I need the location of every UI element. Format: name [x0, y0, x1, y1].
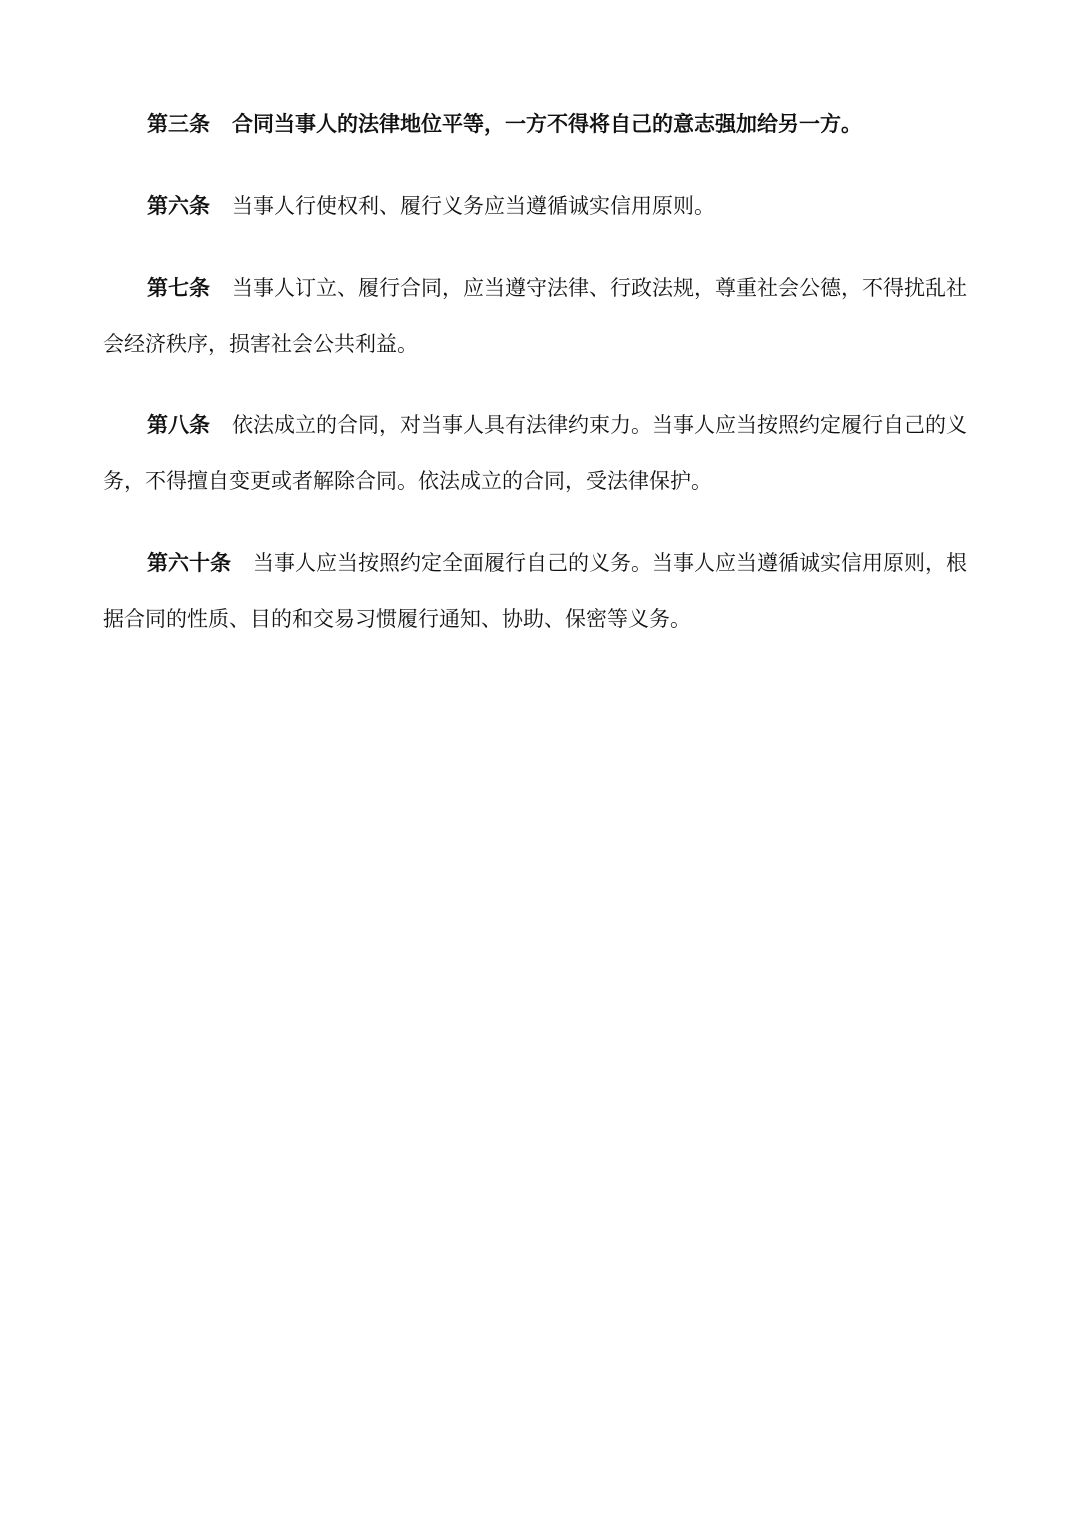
- article-text: 当事人应当按照约定全面履行自己的义务。当事人应当遵循诚实信用原则，根据合同的性质、目的和交易习惯履行通知、协助、保密等义务。: [103, 551, 967, 631]
- article-text: 当事人行使权利、履行义务应当遵循诚实信用原则。: [232, 194, 715, 218]
- article-text: 合同当事人的法律地位平等，一方不得将自己的意志强加给另一方。: [232, 112, 862, 136]
- article-7: [103, 260, 978, 372]
- article-number: 第三条: [147, 112, 210, 136]
- article-text: 依法成立的合同，对当事人具有法律约束力。当事人应当按照约定履行自己的义务，不得擅自变更或者解除合同。依法成立的合同，受法律保护。: [103, 413, 967, 493]
- article-number: 第七条: [147, 276, 210, 300]
- article-6: [103, 178, 978, 234]
- article-number: 第六十条: [147, 551, 231, 575]
- article-3: [103, 96, 978, 152]
- article-text: 当事人订立、履行合同，应当遵守法律、行政法规，尊重社会公德，不得扰乱社会经济秩序，损害社会公共利益。: [103, 276, 967, 356]
- article-number: 第六条: [147, 194, 210, 218]
- article-8: [103, 397, 978, 509]
- article-number: 第八条: [147, 413, 210, 437]
- article-60: [103, 535, 978, 647]
